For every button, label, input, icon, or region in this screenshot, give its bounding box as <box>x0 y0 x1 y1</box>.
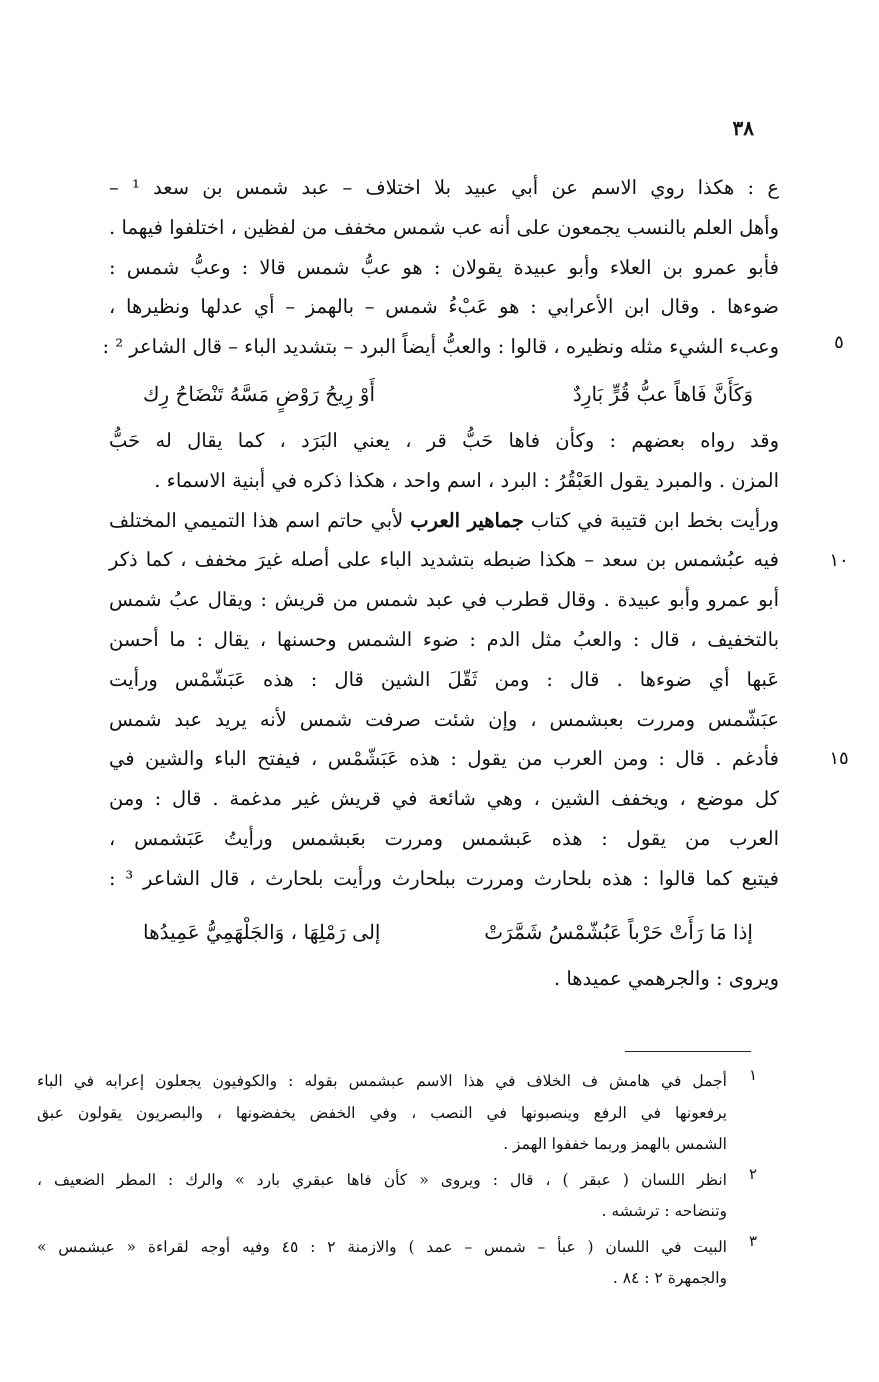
text-line: فأدغم . قال : ومن العرب من يقول : هذه عَبَشّمْس ، فيفتح الباء والشين في <box>109 747 779 771</box>
text-line: ضوءها . وقال ابن الأعرابي : هو عَبْءُ شمس – بالهمز – أي عدلها ونظيرها ، <box>109 295 779 319</box>
footnote-line: والجمهرة ٢ : ٨٤ . <box>612 1269 727 1287</box>
text-line: فيه عبُشمس بن سعد – هكذا ضبطه بتشديد الباء على أصله غيرَ مخفف ، كما ذكر <box>109 548 779 572</box>
text-line: وعبء الشيء مثله ونظيره ، قالوا : والعبُّ أيضاً البرد – بتشديد الباء – قال الشاعر ² : <box>102 335 779 359</box>
text-fragment: ورأيت بخط ابن قتيبة في كتاب <box>530 508 780 532</box>
footnote-line: وتنضاحه : ترششه . <box>601 1202 727 1220</box>
text-line: أبو عمرو وأبو عبيدة . وقال قطرب في عبد شمس من قريش : ويقال عبُ شمس <box>109 588 779 612</box>
footnotes <box>37 1066 757 1299</box>
footnote-line: انظر اللسان ( عبقر ) ، قال : ويروى « كأن فاها عبقري بارد » والرك : المطر الضعيف ، <box>37 1170 727 1189</box>
text-line: بالتخفيف ، قال : والعبُ مثل الدم : ضوء الشمس وحسنها ، يقال : ما أحسن <box>109 627 779 651</box>
footnote-1 <box>37 1066 757 1161</box>
footnote-number: ٣ <box>748 1231 757 1250</box>
line-number-5: ٥ <box>834 332 844 353</box>
text-line: عبَشّمس ومررت بعبشمس ، وإن شئت صرفت شمس لأنه يريد عبد شمس <box>109 707 779 731</box>
text-line: عَبها أي ضوءها . قال : ومن ثَقّلَ الشين قال : هذه عَبَشّمْس ورأيت <box>109 667 779 691</box>
main-text <box>102 168 780 998</box>
text-line: فيتبع كما قالوا : هذه بلحارث ومررت ببلحارث ورأيت بلحارث ، قال الشاعر ³ : <box>109 866 779 890</box>
verse-second-hemistich: إلى رَمْلِهَا ، وَالجَلْهَمِيُّ عَمِيدُها <box>143 919 381 944</box>
verse-second-hemistich: أَوْ رِيحُ رَوْضٍ مَسَّهُ تَنْضَاحُ رِك <box>143 381 376 406</box>
footnote-3 <box>37 1231 757 1295</box>
footnote-separator <box>625 1051 751 1052</box>
footnote-line: يرفعونها في الرفع وينصبونها في النصب ، وفي الخفض يخفضونها ، والبصريون يقولون عبق <box>37 1103 728 1122</box>
footnote-line: الشمس بالهمز وربما خففوا الهمز . <box>503 1135 727 1153</box>
line-number-10: ١٠ <box>829 550 849 571</box>
footnote-2 <box>37 1164 757 1228</box>
text-line-with-book-title <box>109 501 779 541</box>
footnote-number: ١ <box>748 1066 757 1084</box>
text-line: ع : هكذا روي الاسم عن أبي عبيد بلا اختلاف – عبد شمس بن سعد ¹ – <box>109 176 779 199</box>
verse-first-hemistich: وَكَأَنَّ فَاهاً عبُّ قُرٍّ بَارِدٌ <box>572 381 753 406</box>
footnote-line: البيت في اللسان ( عبأ – شمس – عمد ) والازمنة ٢ : ٤٥ وفيه أوجه لقراءة « عبشمس » <box>37 1237 727 1256</box>
verse-line <box>109 367 779 421</box>
footnote-line: أجمل في هامش ف الخلاف في هذا الاسم عبشمس بقوله : والكوفيون يجعلون إعرابه في الباء <box>37 1072 727 1090</box>
text-line: ويروى : والجرهمي عميدها . <box>553 966 779 990</box>
text-line: فأبو عمرو بن العلاء وأبو عبيدة يقولان : هو عبُّ شمس قالا : وعبُّ شمس : <box>109 255 779 279</box>
verse-first-hemistich: إذا مَا رَأَتْ حَرْباً عَبُشّمْسُ شَمَّرَتْ <box>484 919 753 944</box>
page-number: ٣٨ <box>732 116 754 140</box>
text-line: كل موضع ، ويخفف الشين ، وهي شائعة في قريش غير مدغمة . قال : ومن <box>109 787 779 811</box>
text-line: العرب من يقول : هذه عَبشمس ومررت بعَبشمس ورأيتُ عَبَشمس ، <box>109 826 779 850</box>
text-fragment: لأبي حاتم اسم هذا التميمي المختلف <box>109 508 404 532</box>
text-line: المزن . والمبرد يقول العَبْقُرُ : البرد ، اسم واحد ، هكذا ذكره في أبنية الاسماء . <box>154 468 779 492</box>
book-title: جماهير العرب <box>410 508 524 532</box>
footnote-number: ٢ <box>748 1164 757 1183</box>
text-line: وأهل العلم بالنسب يجمعون على أنه عب شمس مخفف من لفظين ، اختلفوا فيهما . <box>109 215 779 239</box>
text-line: وقد رواه بعضهم : وكأن فاها حَبُّ قر ، يعني البَرَد ، كما يقال له حَبُّ <box>109 428 779 452</box>
line-number-15: ١٥ <box>829 748 849 769</box>
verse-line <box>109 905 779 959</box>
